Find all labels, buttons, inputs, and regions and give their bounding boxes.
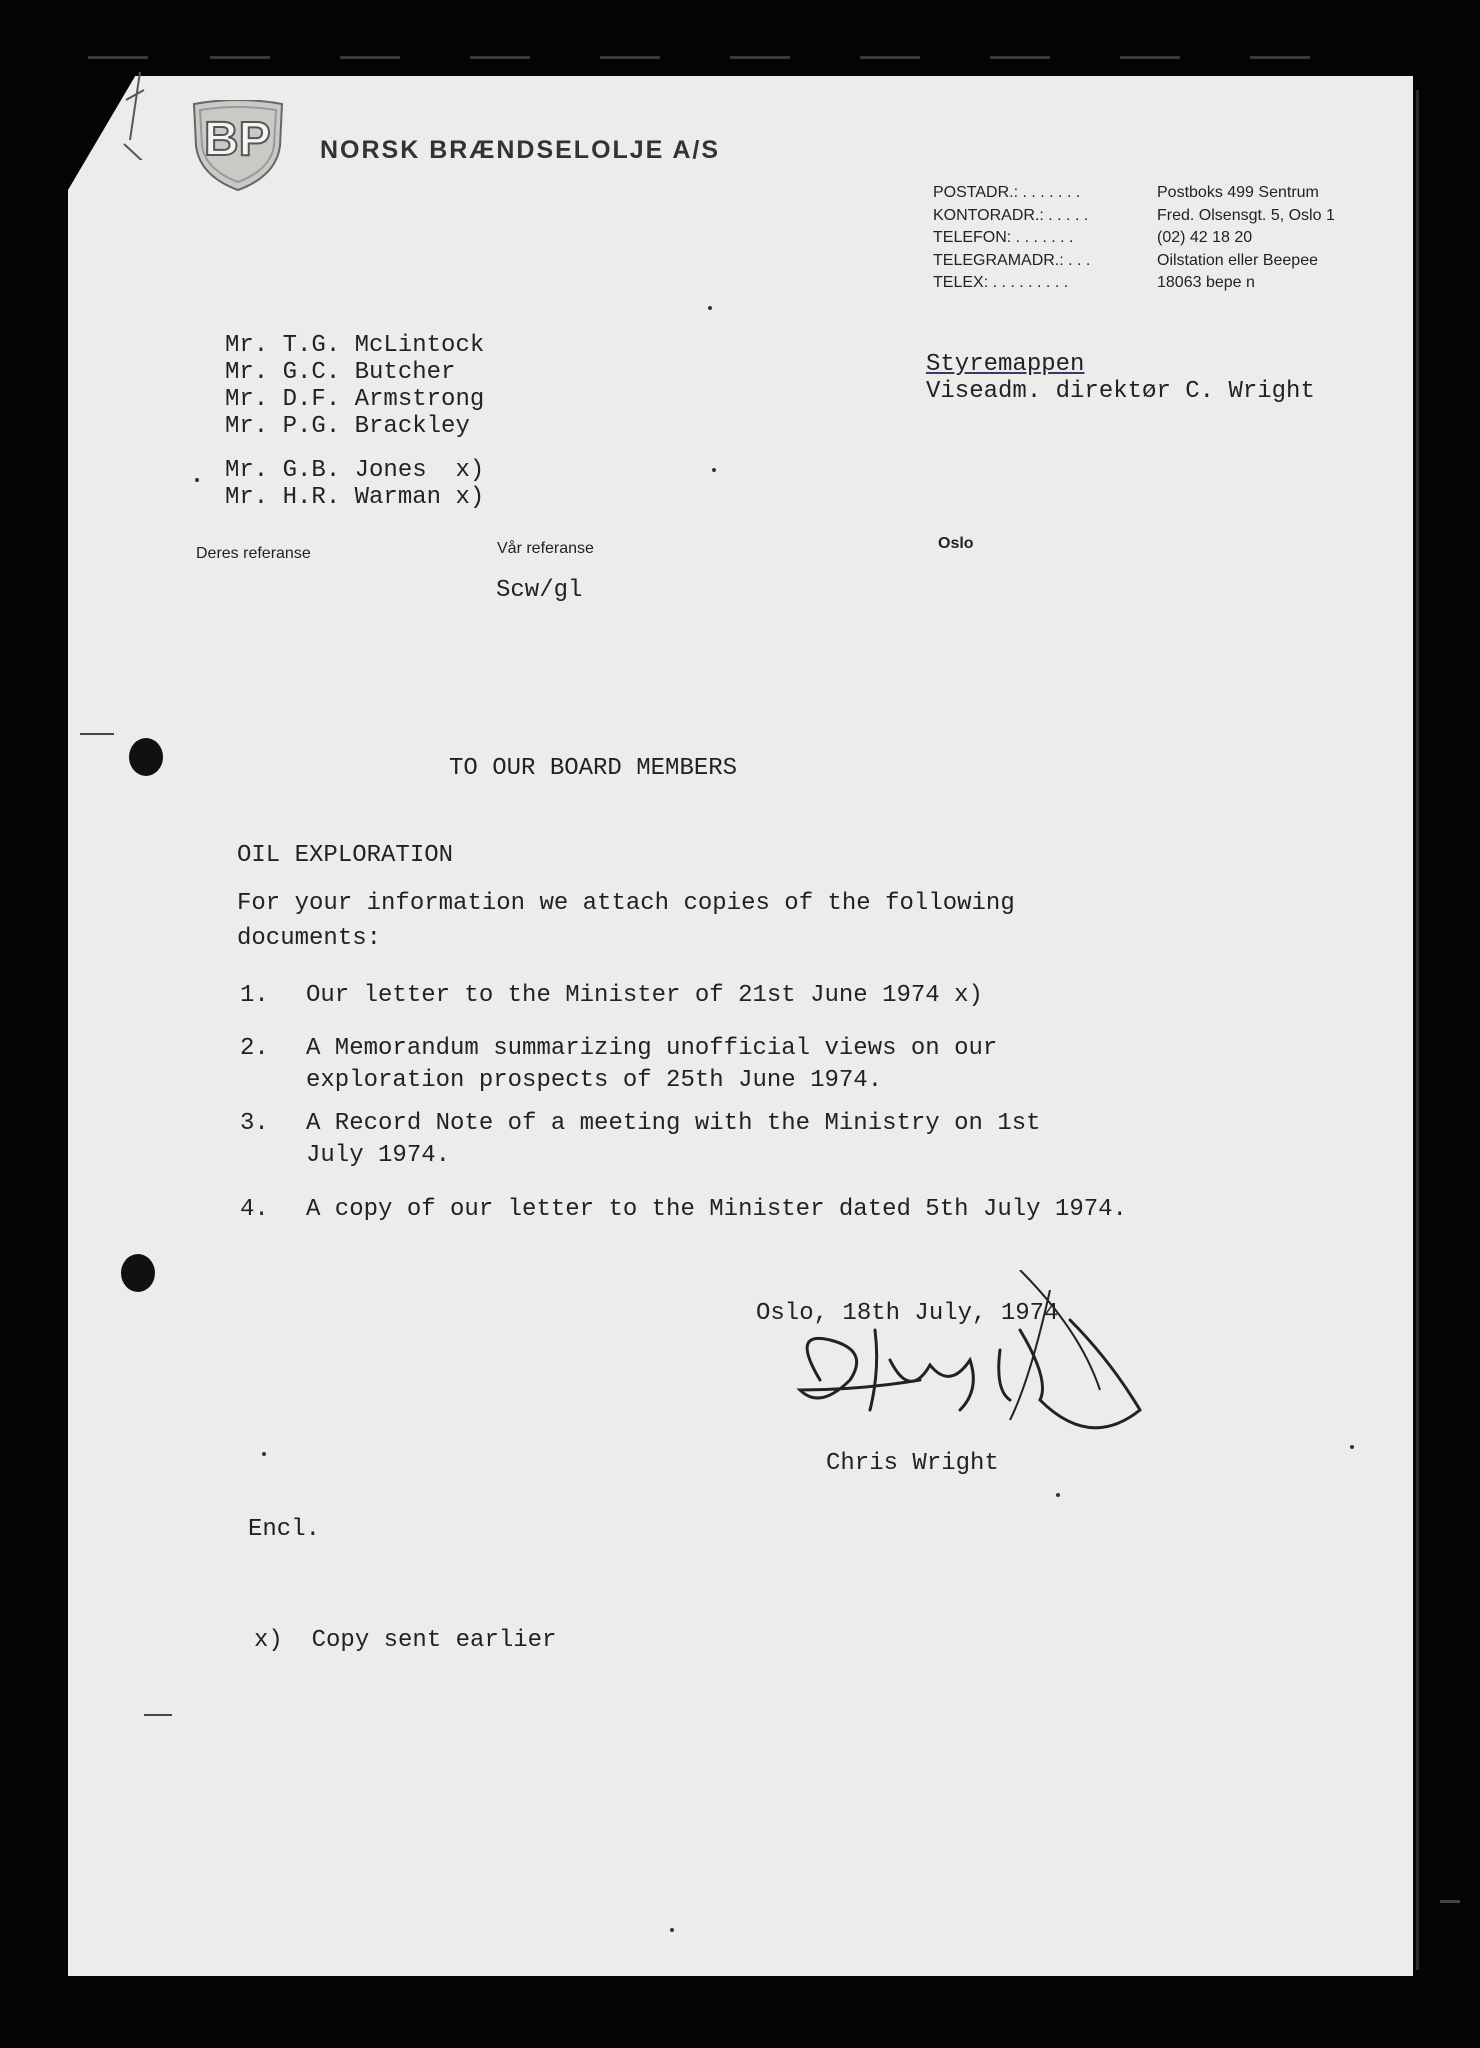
list-item	[240, 1194, 1127, 1226]
contact-value: Fred. Olsensgt. 5, Oslo 1	[1157, 206, 1335, 224]
contact-value: Postboks 499 Sentrum	[1157, 184, 1319, 201]
list-number: 4.	[240, 1196, 269, 1223]
list-number: 1.	[240, 982, 269, 1009]
speck	[708, 306, 712, 310]
list-text: A copy of our letter to the Minister dated 5th July 1974.	[306, 1196, 1127, 1223]
scan-edge-mark	[88, 56, 148, 59]
letter-subject: OIL EXPLORATION	[237, 842, 454, 869]
recipient: Mr. G.C. Butcher	[225, 359, 456, 386]
recipient-list	[225, 332, 484, 511]
list-text: Our letter to the Minister of 21st June 1974 x)	[306, 982, 983, 1009]
our-reference-value: Scw/gl	[496, 577, 583, 604]
handwritten-signature	[780, 1270, 1160, 1460]
letter-title: TO OUR BOARD MEMBERS	[449, 755, 738, 782]
list-text: A Record Note of a meeting with the Ministry on 1st	[306, 1110, 1041, 1137]
contact-value: 18063 bepe n	[1157, 274, 1255, 291]
scan-edge-mark	[470, 56, 530, 59]
contact-row	[933, 274, 1335, 297]
speck	[262, 1452, 266, 1456]
scan-edge-mark	[990, 56, 1050, 59]
scan-edge-mark	[1120, 56, 1180, 59]
contact-value: (02) 42 18 20	[1157, 229, 1253, 246]
place-date: Oslo, 18th July, 1974	[756, 1300, 1059, 1327]
list-text: A Memorandum summarizing unofficial views on our	[306, 1035, 998, 1062]
cc-file: Styremappen	[926, 351, 1085, 378]
signatory-name: Chris Wright	[826, 1450, 999, 1477]
contact-value: Oilstation eller Beepee	[1157, 251, 1318, 269]
bp-logo	[190, 100, 286, 192]
speck	[712, 468, 716, 472]
recipient: Mr. G.B. Jones x)	[225, 457, 485, 484]
contact-label: KONTORADR.: . . . . .	[933, 206, 1089, 224]
scan-edge-mark	[340, 56, 400, 59]
contact-block	[933, 184, 1335, 297]
scan-edge-mark	[1250, 56, 1310, 59]
folded-corner-icon	[120, 70, 190, 160]
scan-edge-mark	[730, 56, 790, 59]
enclosure-note: Encl.	[248, 1516, 321, 1543]
logo-lettering: BP	[204, 113, 271, 166]
list-number: 3.	[240, 1110, 269, 1137]
their-reference-label: Deres referanse	[196, 545, 311, 562]
margin-mark	[144, 1714, 172, 1716]
list-text: July 1974.	[306, 1142, 451, 1169]
contact-row	[933, 207, 1335, 230]
company-name: NORSK BRÆNDSELOLJE A/S	[320, 136, 721, 164]
our-reference-label: Vår referanse	[497, 540, 594, 557]
speck	[1350, 1445, 1354, 1449]
recipient: Mr. P.G. Brackley	[225, 413, 470, 440]
scan-edge-mark	[600, 56, 660, 59]
contact-label: TELEGRAMADR.: . . .	[933, 251, 1091, 269]
list-item	[240, 1108, 1041, 1172]
punch-hole	[121, 1254, 155, 1292]
contact-label: TELEFON: . . . . . . .	[933, 229, 1074, 246]
speck	[1056, 1493, 1060, 1497]
recipient: Mr. D.F. Armstrong	[225, 386, 485, 413]
contact-label: TELEX: . . . . . . . . .	[933, 274, 1069, 291]
scan-edge-mark	[210, 56, 270, 59]
intro-line: documents:	[237, 925, 382, 952]
place-label: Oslo	[938, 535, 974, 552]
recipient: Mr. H.R. Warman x)	[225, 484, 485, 511]
cc-block	[926, 351, 1315, 405]
speck	[670, 1928, 674, 1932]
footnote: x) Copy sent earlier	[254, 1627, 557, 1654]
scan-right-edge	[1440, 1900, 1460, 1903]
scan-edge-mark	[860, 56, 920, 59]
margin-mark	[80, 733, 114, 735]
punch-hole	[129, 738, 163, 776]
list-item	[240, 980, 983, 1012]
cc-person: Viseadm. direktør C. Wright	[926, 378, 1315, 405]
scan-right-edge	[1416, 90, 1419, 1970]
recipient: Mr. T.G. McLintock	[225, 332, 485, 359]
list-item	[240, 1033, 997, 1097]
contact-row	[933, 184, 1335, 207]
contact-row	[933, 252, 1335, 275]
contact-row	[933, 229, 1335, 252]
list-text: exploration prospects of 25th June 1974.	[306, 1067, 883, 1094]
intro-line: For your information we attach copies of the following	[237, 890, 1015, 917]
speck	[195, 478, 199, 482]
list-number: 2.	[240, 1035, 269, 1062]
contact-label: POSTADR.: . . . . . . .	[933, 184, 1081, 201]
